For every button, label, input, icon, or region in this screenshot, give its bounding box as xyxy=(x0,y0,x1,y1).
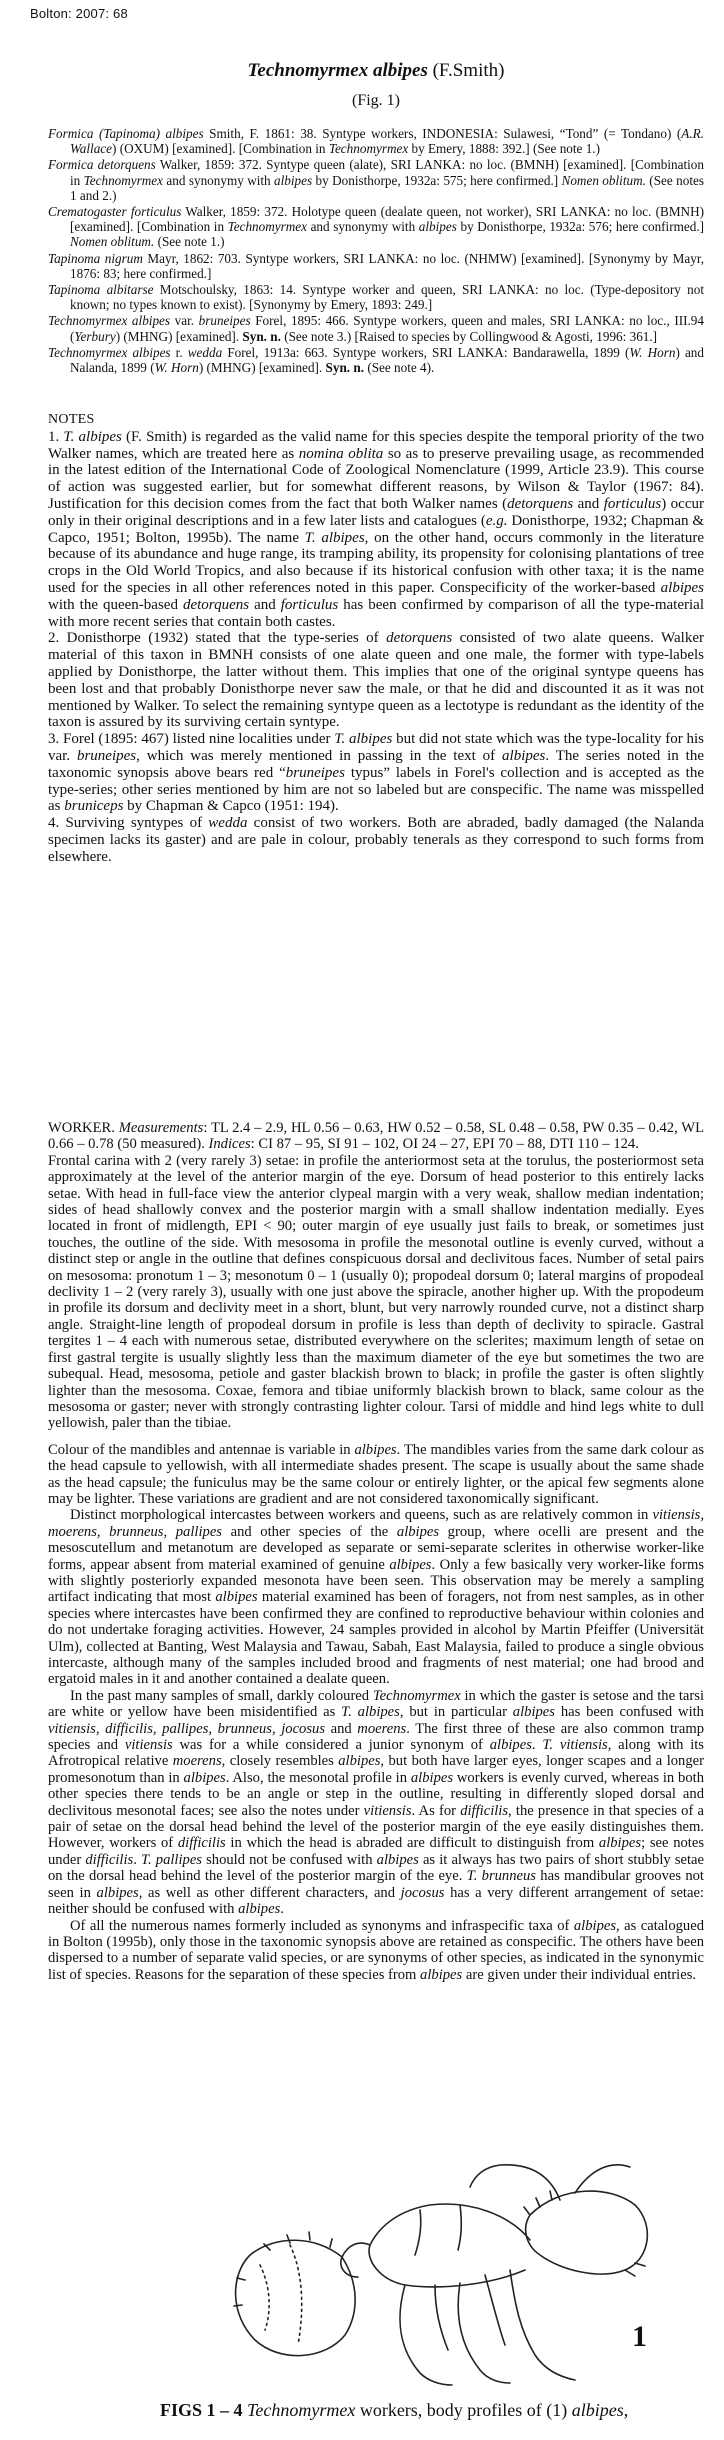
text-run: : TL 2.4 – 2.9, HL 0.56 – 0.63, HW 0.52 – 0.58, SL 0.48 – 0.58, PW 0.35 – 0.42, WL 0.66 – 0.78 (50 measured). xyxy=(48,1120,704,1153)
text-run: so as to preserve prevailing usage, as recommended in the latest edition of the International Code of Zoological Nomenclature (1999, Article 23.9). This course of action was suggested earlier, but for somewhat different reasons, by Wilson & Taylor (1967: 84). Justification for this decision comes from the fact that both Walker names ( xyxy=(48,445,704,512)
italic-run: Tapinoma albitarse xyxy=(48,282,154,298)
italic-run: Measurements xyxy=(118,1120,204,1136)
text-run: and other species of the xyxy=(221,1523,397,1540)
italic-run: Tapinoma nigrum xyxy=(48,250,143,266)
text-run: Distinct morphological intercastes between workers and queens, such as are relatively common in xyxy=(70,1507,653,1524)
italic-run: T. pallipes xyxy=(140,1851,202,1868)
figure-reference: (Fig. 1) xyxy=(352,92,400,109)
worker-paragraph xyxy=(48,1153,704,1432)
worker-paragraph xyxy=(48,1918,704,1984)
text-run: but did not state which was the type-locality for his var. xyxy=(48,731,704,764)
italic-run: vitiensis, moerens, brunneus, pallipes xyxy=(48,1507,704,1540)
italic-run: nomina oblita xyxy=(298,445,384,462)
italic-run: Formica (Tapinoma) albipes xyxy=(48,126,204,141)
text-run: . The first three of these are also common tramp species and xyxy=(48,1720,704,1754)
text-run: Forel, 1895: 466. Syntype workers, queen and males, SRI LANKA: no loc., III.94 ( xyxy=(70,313,704,344)
text-run: var. xyxy=(170,313,199,329)
text-run: . The series noted in the taxonomic synopsis above bears red “ xyxy=(48,747,704,781)
text-run: ) (MHNG) [examined]. xyxy=(198,360,326,376)
synonym-entry xyxy=(48,251,704,281)
ant-mesosoma xyxy=(369,2204,530,2287)
caption-genus: Technomyrmex xyxy=(247,2400,356,2420)
figure-number: 1 xyxy=(632,2320,647,2353)
species-name: Technomyrmex albipes xyxy=(247,60,428,81)
text-run: ) occur only in their original descriptions and in a few later lists and catalogues ( xyxy=(48,495,704,529)
italic-run: albipes xyxy=(418,219,457,235)
notes-heading: NOTES xyxy=(48,412,95,427)
italic-run: albipes xyxy=(376,1851,419,1868)
italic-run: vitiensis xyxy=(124,1737,173,1754)
synonym-entry xyxy=(48,345,704,375)
text-run: by Chapman & Capco (1951: 194). xyxy=(123,798,339,815)
text-run: Colour of the mandibles and antennae is variable in xyxy=(48,1441,355,1458)
synonym-entry xyxy=(48,126,704,156)
ant-leg-hind xyxy=(400,2285,452,2385)
text-run: (F. Smith) is regarded as the valid name for this species despite the temporal priority of the two Walker names, which are treated here as xyxy=(48,428,704,462)
italic-run: bruneipes xyxy=(76,747,137,764)
italic-run: albipes xyxy=(489,1737,532,1754)
text-run: 2. Donisthorpe (1932) stated that the type-series of xyxy=(48,630,387,647)
italic-run: W. Horn xyxy=(629,344,676,360)
note-paragraph xyxy=(48,815,704,865)
worker-section xyxy=(48,1120,704,1983)
text-run: ) and Nalanda, 1899 ( xyxy=(70,344,704,376)
italic-run: jocosus xyxy=(400,1884,445,1901)
text-run: : CI 87 – 95, SI 91 – 102, OI 24 – 27, EPI 70 – 88, DTI 110 – 124. xyxy=(250,1136,639,1153)
ant-leg-front xyxy=(510,2270,575,2380)
synonym-entry xyxy=(48,313,704,343)
italic-run: albipes xyxy=(183,1769,226,1786)
worker-paragraph xyxy=(48,1442,704,1508)
text-run: and xyxy=(325,1720,358,1737)
italic-run: A.R. Wallace xyxy=(70,126,704,157)
text-run: . xyxy=(280,1901,284,1918)
italic-run: Technomyrmex xyxy=(328,141,409,157)
ant-head xyxy=(526,2191,648,2274)
text-run: (See note 4). xyxy=(364,360,435,376)
text-run: and synonymy with xyxy=(163,172,275,188)
synonym-entry xyxy=(48,204,704,250)
italic-run: albipes xyxy=(573,1917,617,1934)
caption-tail: , xyxy=(623,2400,629,2420)
note-paragraph xyxy=(48,429,704,631)
text-run: . Also, the mesonotal profile in xyxy=(225,1769,411,1786)
caption-label: FIGS 1 – 4 xyxy=(160,2400,243,2420)
text-run: are given under their individual entries. xyxy=(462,1966,697,1983)
italic-run: albipes xyxy=(502,747,546,764)
text-run: by Donisthorpe, 1932a: 575; here confirmed.] xyxy=(312,172,562,188)
text-run: as it always has two pairs of short stubbly setae on the dorsal head behind the level of the posterior margin of the eye. xyxy=(48,1851,704,1885)
italic-run: Indices xyxy=(208,1136,251,1153)
text-run: WORKER. xyxy=(48,1120,119,1136)
figure-caption xyxy=(160,2400,628,2421)
text-run: In the past many samples of small, darkly coloured xyxy=(70,1687,373,1704)
text-run: ) (MHNG) [examined]. xyxy=(115,328,243,344)
text-run: material examined has been of foragers, not from nest samples, as in other species where intercastes have been confirmed they are confined to reproductive behaviour within colonies and do not undertake foraging activities. However, 24 samples provided in alcohol by Martin Pfeiffer (Universität Ulm), collected at Banting, West Malaysia and Tawau, Sabah, East Malaysia, failed to produce a single obvious intercaste, although many of the samples included brood and fragments of nest material; one had brood and ergatoid males in it and another contained a dealate queen. xyxy=(48,1589,704,1688)
italic-run: Crematogaster forticulus xyxy=(48,204,182,220)
italic-run: moerens xyxy=(172,1753,222,1770)
text-run: consisted of two alate queens. Walker material of this taxon in BMNH consists of one alate queen and one male, the former with type-labels applied by Donisthorpe, the latter without them. This implies that one of the original syntype queens has been lost and that probably Donisthorpe never saw the male, or that he did and discounted it as it was not mentioned by Walker. To select the remaining syntype queen as a lectotype is redundant as the identity of the taxon is assured by its surviving certain syntype. xyxy=(48,630,704,731)
text-run: (See notes 1 and 2.) xyxy=(70,172,704,203)
text-run: has mandibular grooves not seen in xyxy=(48,1868,704,1901)
italic-run: albipes xyxy=(410,1769,454,1786)
text-run: workers is evenly curved, whereas in both other species there tends to be an angle or step in the outline, resulting in differently sloped dorsal and declivitous mesonotal faces; see also the notes under xyxy=(48,1769,704,1819)
italic-run: forticulus xyxy=(603,495,662,512)
text-run: 1. xyxy=(48,428,64,445)
text-run: , which was merely mentioned in passing in the text of xyxy=(136,747,503,764)
italic-run: difficilis xyxy=(177,1835,226,1852)
ant-petiole xyxy=(341,2243,370,2277)
italic-run: albipes xyxy=(215,1589,258,1606)
text-run: , closely resembles xyxy=(221,1753,339,1770)
text-run: , but in particular xyxy=(399,1704,513,1721)
italic-run: bruniceps xyxy=(64,798,124,815)
italic-run: moerens xyxy=(357,1720,407,1737)
text-run: and synonymy with xyxy=(306,219,419,235)
italic-run: Nomen oblitum. xyxy=(70,234,155,250)
text-run: , on the other hand, occurs commonly in the literature because of its abundance and huge range, its tramping ability, its propensity for colonising plantations of tree crops in the Old World Tropics, and also because if its historical confusion with other taxa; it is the name used for the species in all other references noted in this paper. Conspecificity of the worker-based xyxy=(48,529,704,596)
text-run: Smith, F. 1861: 38. Syntype workers, INDONESIA: Sulawesi, “Tond” (= Tondano) ( xyxy=(203,126,682,141)
caption-species: albipes xyxy=(571,2400,624,2420)
text-run: and xyxy=(573,495,604,512)
text-run: should not be confused with xyxy=(201,1851,377,1868)
italic-run: detorquens xyxy=(386,630,453,647)
worker-paragraph xyxy=(48,1688,704,1918)
italic-run: vitiensis xyxy=(363,1802,412,1819)
text-run: . The mandibles varies from the same dark colour as the head capsule to yellowish, with all intermediate shades present. The scape is usually about the same shade as the head capsule; the funiculus may be the same colour or entirely lighter, or the apical few segments alone may be lighter. These variations are gradient and are not considered taxonomically significant. xyxy=(48,1441,705,1507)
note-paragraph xyxy=(48,731,704,815)
text-run: Walker, 1859: 372. Syntype queen (alate), SRI LANKA: no loc. (BMNH) [examined]. [Combination in xyxy=(70,157,704,188)
synonym-entry xyxy=(48,157,704,203)
running-header: Bolton: 2007: 68 xyxy=(30,6,128,21)
text-run: Mayr, 1862: 703. Syntype workers, SRI LANKA: no loc. (NHMW) [examined]. [Synonymy by Mayr, 1876: 83; here confirmed.] xyxy=(70,250,704,281)
text-run: , the presence in that species of a pair of setae on the dorsal head behind the level of the posterior margin of the eye easily distinguishes them. However, workers of xyxy=(48,1802,704,1852)
text-run: r. xyxy=(170,344,188,360)
text-run: in which the head is abraded are difficult to distinguish from xyxy=(225,1835,599,1852)
text-run: 3. Forel (1895: 467) listed nine localities under xyxy=(48,731,335,748)
note-paragraph xyxy=(48,630,704,731)
italic-run: albipes xyxy=(338,1753,381,1770)
text-run: Walker, 1859: 372. Holotype queen (dealate queen, not worker), SRI LANKA: no loc. (BMNH) [examined]. [Combination in xyxy=(70,204,704,235)
italic-run: Nomen oblitum. xyxy=(561,172,646,188)
text-run: has a very different arrangement of setae: neither should be confused with xyxy=(48,1884,704,1918)
italic-run: T. vitiensis xyxy=(542,1737,608,1754)
text-run: (See note 1.) xyxy=(154,234,225,250)
text-run: ; see notes under xyxy=(48,1835,704,1868)
text-run: has been confused with xyxy=(554,1704,704,1721)
text-run: with the queen-based xyxy=(48,596,183,613)
text-run: by Emery, 1888: 392.] (See note 1.) xyxy=(408,141,600,157)
text-run: . xyxy=(531,1737,543,1754)
italic-run: albipes xyxy=(238,1901,281,1918)
bold-run: Syn. n. xyxy=(325,360,365,376)
ant-profile-drawing xyxy=(230,2145,670,2390)
text-run: in which the gaster is setose and the tarsi are white or yellow have been misidentified as xyxy=(48,1687,705,1721)
text-run: and xyxy=(249,596,281,613)
text-run: consist of two workers. Both are abraded, badly damaged (the Nalanda specimen lacks its gaster) and are pale in colour, probably tenerals as they correspond to such forms from elsewhere. xyxy=(48,815,704,865)
species-title xyxy=(48,60,704,82)
italic-run: difficilis xyxy=(460,1802,509,1819)
text-run: , but both have larger eyes, longer scapes and a longer promesonotum than in xyxy=(48,1753,704,1786)
italic-run: albipes xyxy=(660,579,704,596)
text-run: . xyxy=(133,1851,141,1868)
italic-run: wedda xyxy=(208,815,248,832)
italic-run: bruneipes xyxy=(285,764,345,781)
italic-run: T. albipes xyxy=(334,731,393,748)
text-run: group, where ocelli are present and the mesoscutellum and metanotum are developed as separate or semi-separate sclerites in otherwise worker-like forms, appear absent from material examined of genuine xyxy=(48,1523,705,1573)
text-run: was for a while considered a junior synonym of xyxy=(172,1737,490,1754)
italic-run: albipes xyxy=(512,1704,555,1721)
worker-paragraph xyxy=(48,1120,704,1153)
text-run: . As for xyxy=(411,1802,461,1819)
notes-section xyxy=(48,412,704,866)
italic-run: albipes xyxy=(598,1835,642,1852)
italic-run: albipes xyxy=(274,172,313,188)
italic-run: Technomyrmex albipes xyxy=(48,344,171,360)
text-run: 4. Surviving syntypes of xyxy=(48,815,209,832)
ant-leg-mid xyxy=(458,2283,510,2383)
italic-run: albipes xyxy=(354,1441,397,1458)
text-run: , along with its Afrotropical relative xyxy=(48,1737,704,1770)
italic-run: W. Horn xyxy=(154,360,199,376)
species-author: (F.Smith) xyxy=(427,60,505,81)
italic-run: Formica detorquens xyxy=(48,157,156,173)
synonymy-list xyxy=(48,126,704,376)
italic-run: albipes xyxy=(96,1884,139,1901)
text-run: ) (OXUM) [examined]. [Combination in xyxy=(112,141,329,157)
text-run: Forel, 1913a: 663. Syntype workers, SRI LANKA: Bandarawella, 1899 ( xyxy=(222,344,630,360)
italic-run: Technomyrmex albipes xyxy=(48,313,171,329)
worker-paragraph xyxy=(48,1507,704,1687)
text-run: Frontal carina with 2 (very rarely 3) setae: in profile the anteriormost seta at the torulus, the posteriormost seta approximately at the level of the anterior margin of the eye. Dorsum of head posterior to this entirely lacks setae. With head in full-face view the anterior clypeal margin with a very weak, shallow median indentation; sides of head shallowly convex and the posterior margin with a small shallow indentation medially. Eyes located in front of midlength, EPI < 90; outer margin of eye usually just fails to break, or sometimes just touches, the outline of the side. With mesosoma in profile the mesonotal outline is evenly curved, without a distinct step or angle in the outline that defines conspicuous dorsal and declivitous faces. Number of setal pairs on mesosoma: pronotum 1 – 3; mesonotum 0 – 1 (usually 0); propodeal dorsum 0; lateral margins of propodeal declivity 1 – 2 (very rarely 3), usually with one just above the spiracle, another higher up. With the propodeum in profile its dorsum and declivity meet in a short, blunt, but very narrowly rounded curve, not a distinct sharp angle. Straight-line length of propodeal dorsum in profile is less than depth of declivity to spiracle. Gastral tergites 1 – 4 each with numerous setae, distributed everywhere on the sclerites; maximum length of setae on first gastral tergite is usually slightly less than the maximum diameter of the eye but sometimes the two are subequal. Head, mesosoma, petiole and gaster blackish brown to black; in profile the gaster is often slightly lighter than the mesosoma. Coxae, femora and tibiae uniformly blackish brown to black, same colour as the mesosoma or gaster; never with strongly contrasting lighter colour. Tarsi of middle and hind legs white to dull yellowish, paler than the tibiae. xyxy=(48,1152,704,1432)
italic-run: albipes xyxy=(389,1556,432,1573)
text-run: by Donisthorpe, 1932a: 576; here confirmed.] xyxy=(456,219,705,235)
italic-run: albipes xyxy=(396,1523,440,1540)
text-run: typus” labels in Forel's collection and is accepted as the type-series; other series mentioned by him are not so labeled but are conspecific. The name was misspelled as xyxy=(48,764,704,815)
italic-run: bruneipes xyxy=(198,313,251,329)
text-run: . Only a few basically very worker-like forms with slightly posteriorly expanded mesonota have been seen. This observation may be merely a sampling artifact indicating that most xyxy=(48,1556,704,1606)
text-run: Motschoulsky, 1863: 14. Syntype worker and queen, SRI LANKA: no loc. (Type-depository not known; no types known to exist). [Synonymy by Emery, 1893: 249.] xyxy=(70,282,704,313)
italic-run: forticulus xyxy=(280,596,339,613)
text-run: Donisthorpe, 1932; Chapman & Capco, 1951; Bolton, 1995b). The name xyxy=(48,512,704,546)
text-run: Of all the numerous names formerly included as synonyms and infraspecific taxa of xyxy=(70,1917,574,1934)
italic-run: albipes xyxy=(420,1966,463,1983)
text-run: has been confirmed by comparison of all the type-material with more recent series that contain both castes. xyxy=(48,596,704,630)
italic-run: e.g. xyxy=(485,512,508,529)
italic-run: vitiensis, difficilis, pallipes, brunneus, jocosus xyxy=(48,1720,325,1737)
italic-run: Technomyrmex xyxy=(372,1687,461,1704)
italic-run: detorquens xyxy=(507,495,574,512)
italic-run: T. albipes xyxy=(341,1704,400,1721)
italic-run: Technomyrmex xyxy=(227,219,307,235)
text-run: , as catalogued in Bolton (1995b), only those in the taxonomic synopsis above are retained as conspecific. The others have been dispersed to a number of separate valid species, or are synonyms of other species, as indicated in the synonymic list of species. Reasons for the separation of these species from xyxy=(48,1917,704,1983)
italic-run: Yerbury xyxy=(74,328,116,344)
italic-run: T. albipes xyxy=(63,428,122,445)
text-run: (See note 3.) [Raised to species by Collingwood & Agosti, 1996: 361.] xyxy=(280,328,658,344)
synonym-entry xyxy=(48,282,704,312)
italic-run: difficilis xyxy=(85,1851,134,1868)
italic-run: T. albipes xyxy=(304,529,365,546)
italic-run: Technomyrmex xyxy=(83,172,164,188)
italic-run: detorquens xyxy=(182,596,250,613)
italic-run: wedda xyxy=(187,344,223,360)
bold-run: Syn. n. xyxy=(242,328,281,344)
caption-text: workers, body profiles of (1) xyxy=(355,2400,572,2420)
italic-run: T. brunneus xyxy=(466,1868,536,1885)
text-run: , as well as other different characters, and xyxy=(138,1884,401,1901)
ant-antenna xyxy=(470,2165,560,2200)
